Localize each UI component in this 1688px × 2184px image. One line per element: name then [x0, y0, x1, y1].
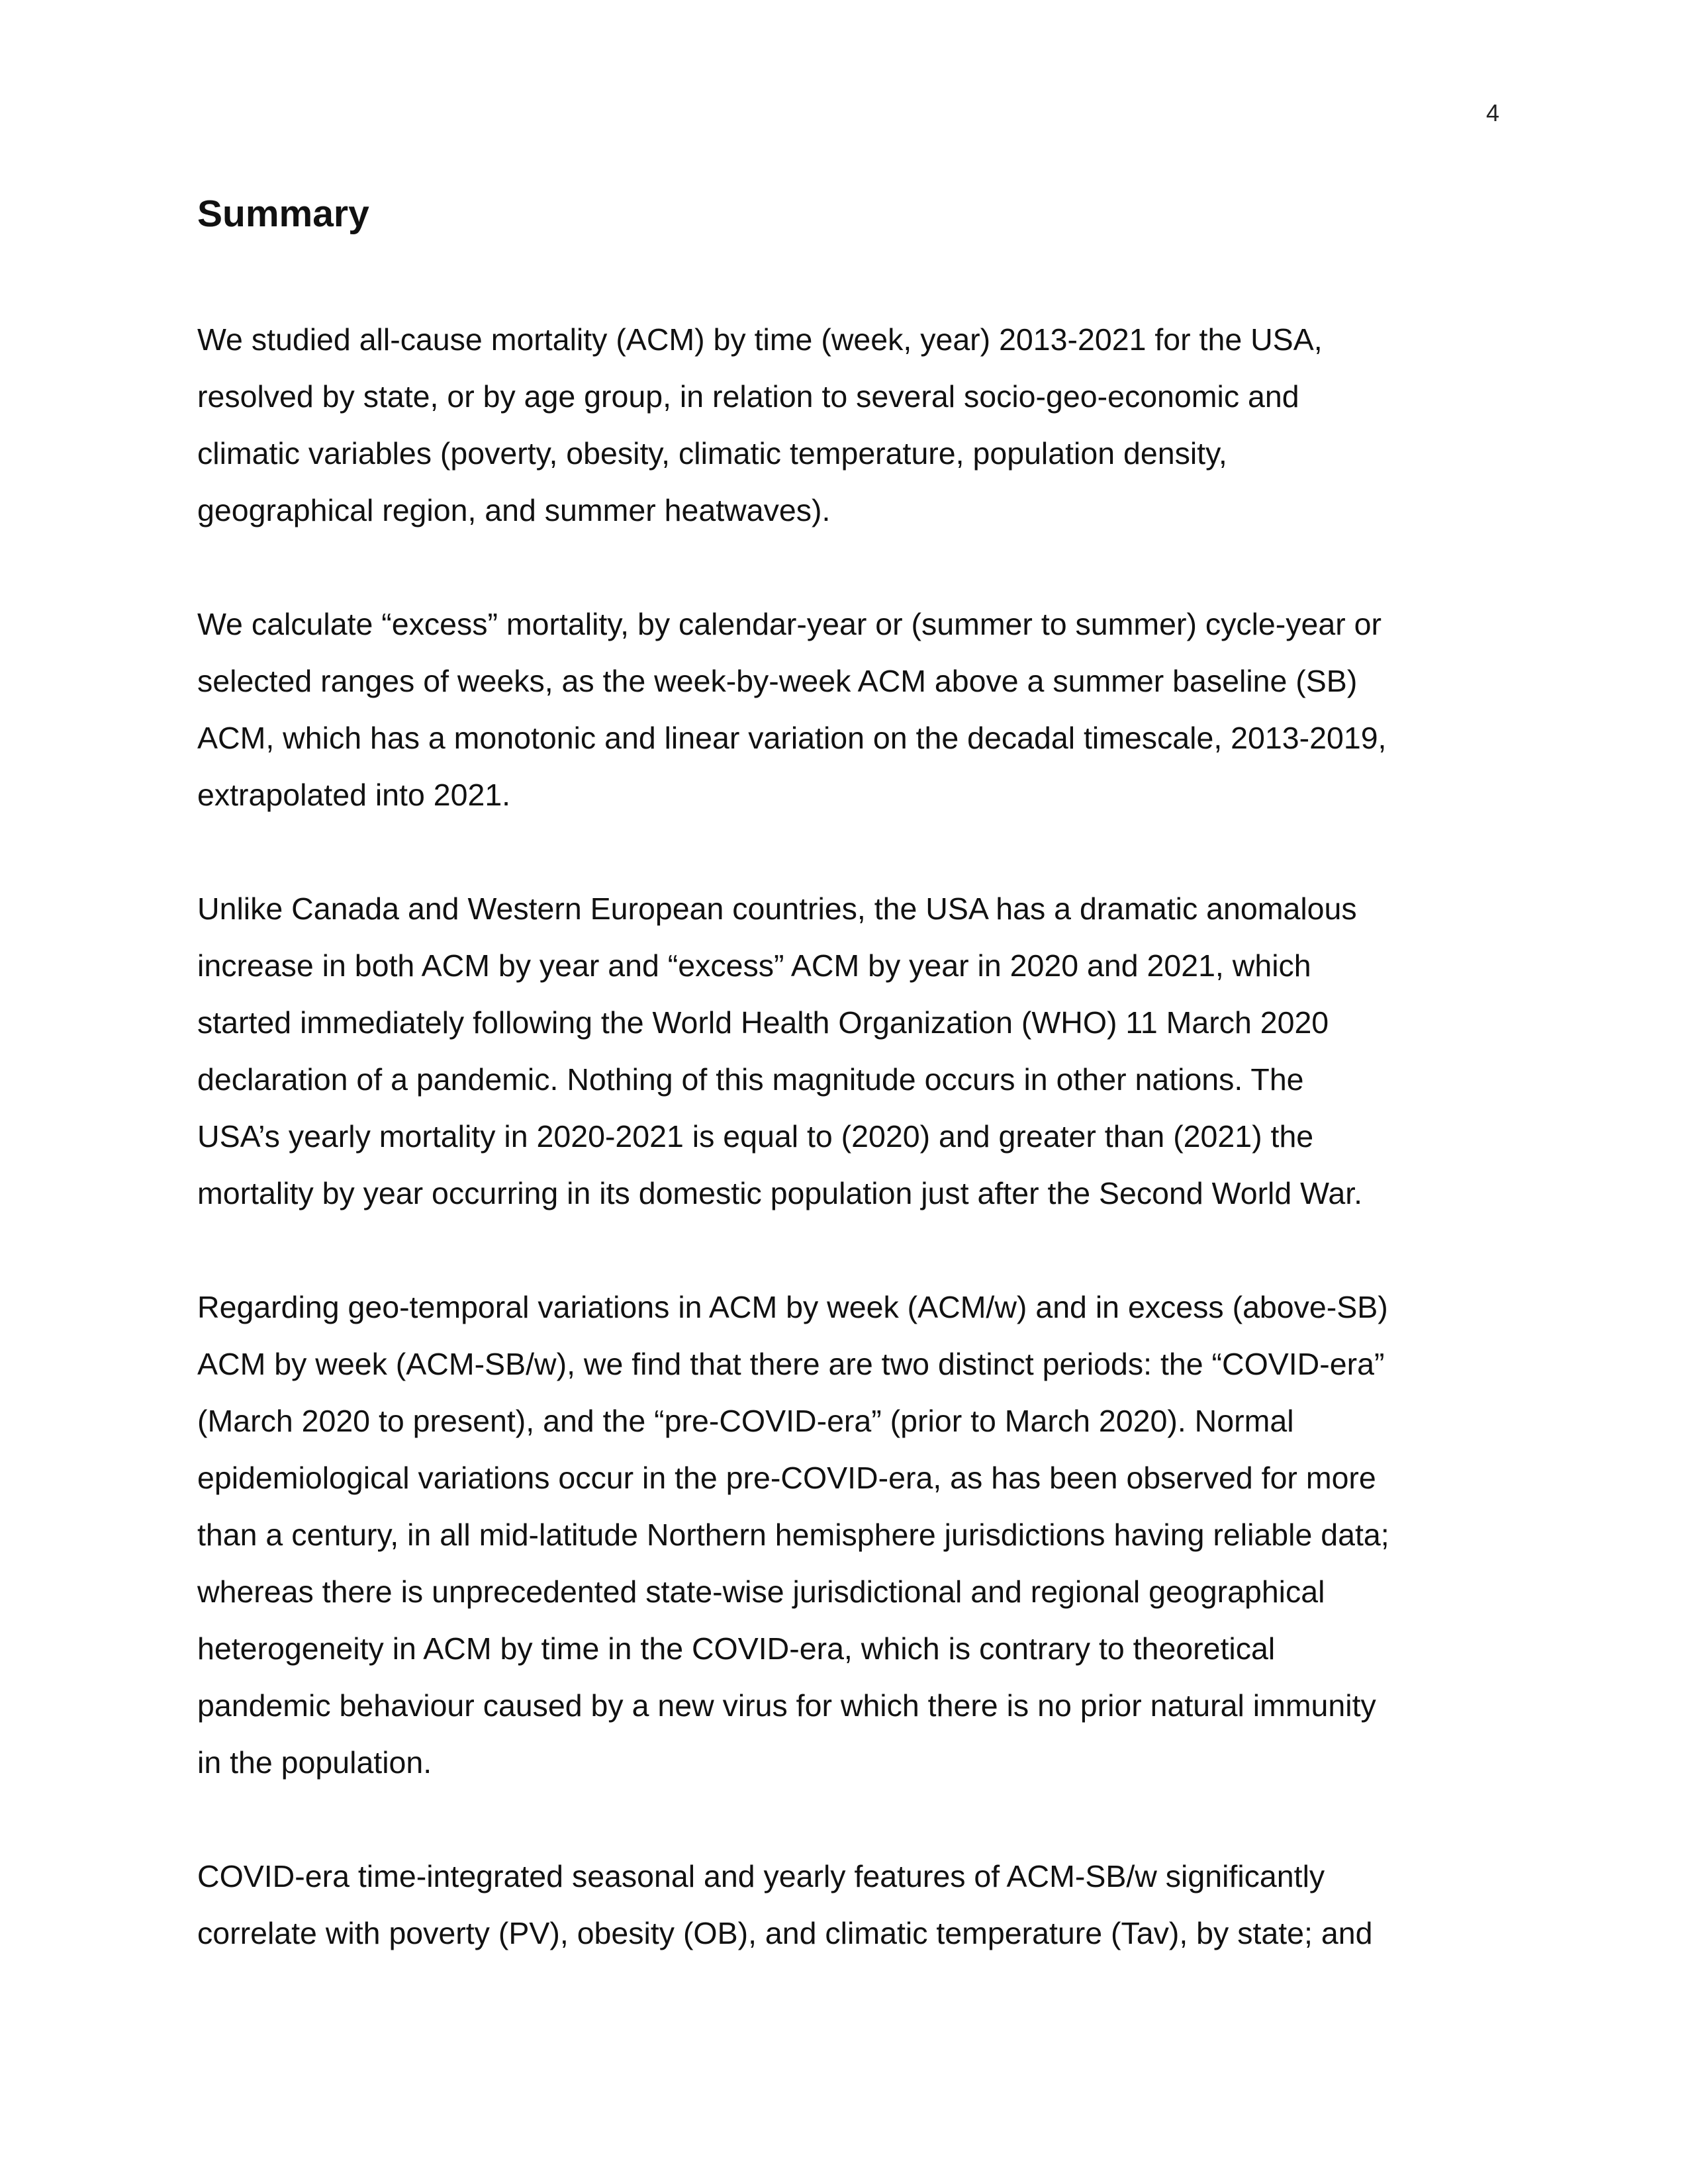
text-line: Regarding geo-temporal variations in ACM by week (ACM/w) and in excess (above-SB) — [197, 1290, 1388, 1324]
text-line: than a century, in all mid-latitude Northern hemisphere jurisdictions having reliable data; — [197, 1518, 1389, 1552]
text-line: correlate with poverty (PV), obesity (OB), and climatic temperature (Tav), by state; and — [197, 1916, 1373, 1950]
text-line: We calculate “excess” mortality, by calendar-year or (summer to summer) cycle-year or — [197, 607, 1382, 641]
text-line: (March 2020 to present), and the “pre-COVID-era” (prior to March 2020). Normal — [197, 1404, 1294, 1438]
text-line: ACM, which has a monotonic and linear variation on the decadal timescale, 2013-2019, — [197, 721, 1387, 755]
text-line: pandemic behaviour caused by a new virus for which there is no prior natural immunity — [197, 1688, 1376, 1723]
text-line: in the population. — [197, 1745, 432, 1780]
paragraph-correlations — [197, 1848, 1495, 1962]
text-line: mortality by year occurring in its domestic population just after the Second World War. — [197, 1176, 1363, 1210]
paragraph-excess-method — [197, 596, 1495, 823]
text-line: resolved by state, or by age group, in relation to several socio-geo-economic and — [197, 379, 1299, 414]
text-line: whereas there is unprecedented state-wise jurisdictional and regional geographical — [197, 1574, 1325, 1609]
text-line: declaration of a pandemic. Nothing of this magnitude occurs in other nations. The — [197, 1062, 1304, 1097]
text-line: geographical region, and summer heatwaves). — [197, 493, 831, 527]
paragraph-scope — [197, 311, 1495, 539]
paragraph-geo-temporal — [197, 1279, 1495, 1791]
text-line: increase in both ACM by year and “excess” ACM by year in 2020 and 2021, which — [197, 948, 1311, 983]
text-line: USA’s yearly mortality in 2020-2021 is equal to (2020) and greater than (2021) the — [197, 1119, 1314, 1154]
text-line: extrapolated into 2021. — [197, 778, 511, 812]
summary-body — [197, 311, 1495, 2019]
paragraph-usa-anomaly — [197, 880, 1495, 1222]
text-line: selected ranges of weeks, as the week-by-week ACM above a summer baseline (SB) — [197, 664, 1358, 698]
text-line: climatic variables (poverty, obesity, climatic temperature, population density, — [197, 436, 1227, 471]
text-line: Unlike Canada and Western European countries, the USA has a dramatic anomalous — [197, 891, 1357, 926]
text-line: started immediately following the World Health Organization (WHO) 11 March 2020 — [197, 1005, 1329, 1040]
text-line: COVID-era time-integrated seasonal and yearly features of ACM-SB/w significantly — [197, 1859, 1325, 1893]
page-number: 4 — [1485, 99, 1499, 126]
text-line: We studied all-cause mortality (ACM) by time (week, year) 2013-2021 for the USA, — [197, 322, 1323, 357]
text-line: heterogeneity in ACM by time in the COVID-era, which is contrary to theoretical — [197, 1631, 1276, 1666]
text-line: ACM by week (ACM-SB/w), we find that there are two distinct periods: the “COVID-era” — [197, 1347, 1385, 1381]
text-line: epidemiological variations occur in the pre-COVID-era, as has been observed for more — [197, 1461, 1376, 1495]
section-heading: Summary — [197, 193, 369, 235]
